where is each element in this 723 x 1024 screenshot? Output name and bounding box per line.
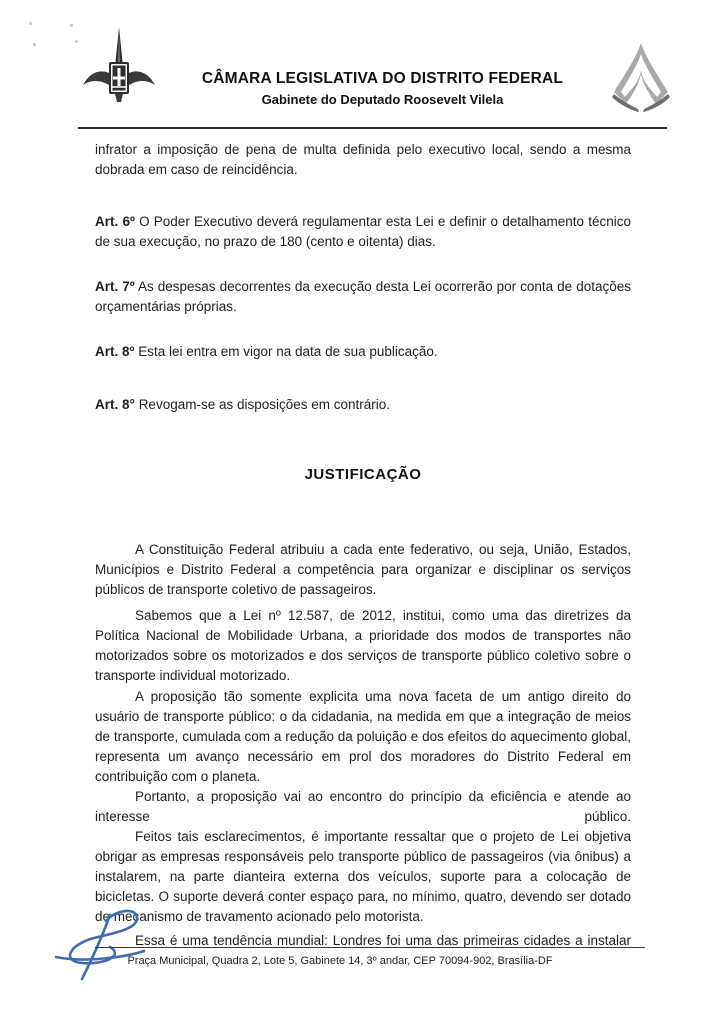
scan-speck — [70, 24, 73, 27]
cldf-crest-icon — [609, 42, 673, 119]
article-8 — [95, 342, 631, 362]
article-8-label: Art. 8º — [95, 344, 135, 359]
header-divider — [78, 127, 667, 129]
scan-speck — [33, 43, 36, 46]
continuation-paragraph: infrator a imposição de pena de multa definida pelo executivo local, sendo a mesma dobrada em caso de reincidência. — [95, 142, 631, 177]
justification-paragraph-4 — [95, 787, 631, 827]
section-heading: JUSTIFICAÇÃO — [304, 466, 422, 483]
page-title: CÂMARA LEGISLATIVA DO DISTRITO FEDERAL — [201, 70, 564, 87]
justification-paragraph-5: Feitos tais esclarecimentos, é importante ressaltar que o projeto de Lei objetiva obrigar as empresas responsáveis pelo transporte público de passageiros (via ônibus) a instalarem, na parte dianteira externa dos veículos, suporte para a colocação de bicicletas. O suporte deverá conter espaço para, no mínimo, quatro, devendo ser dotado de mecanismo de travamento acionado pelo motorista. — [95, 829, 631, 924]
article-6 — [95, 212, 631, 252]
brasilia-coat-of-arms-icon — [82, 26, 156, 121]
portanto-left-word: interesse — [95, 809, 150, 824]
article-8-revogacao-label: Art. 8° — [95, 397, 135, 412]
article-7-text: As despesas decorrentes da execução desta Lei ocorrerão por conta de dotações orçamentárias próprias. — [95, 279, 631, 314]
scan-speck — [75, 40, 78, 43]
article-7 — [95, 277, 631, 317]
article-8-text: Esta lei entra em vigor na data de sua publicação. — [138, 344, 438, 359]
portanto-split-line — [95, 807, 631, 827]
scan-speck — [29, 22, 32, 25]
letterhead — [0, 0, 723, 121]
justification-paragraph-3: A proposição tão somente explicita uma nova faceta de um antigo direito do usuário de transporte público: o da cidadania, na medida em que a integração de meios de transporte, cumulada com a redução da poluição e dos efeitos do aquecimento global, representa um avanço necessário em prol dos moradores do Distrito Federal em contribuição com o planeta. — [95, 689, 631, 784]
footer-divider — [95, 947, 645, 948]
article-8-revogacao — [95, 395, 631, 415]
document-body — [0, 140, 723, 951]
page-subtitle: Gabinete do Deputado Roosevelt Vilela — [261, 92, 504, 107]
footer-address: Praça Municipal, Quadra 2, Lote 5, Gabinete 14, 3º andar, CEP 70094-902, Brasília-DF — [127, 955, 553, 967]
article-6-text: O Poder Executivo deverá regulamentar esta Lei e definir o detalhamento técnico de sua execução, no prazo de 180 (cento e oitenta) dias. — [95, 214, 631, 249]
justification-paragraph-1: A Constituição Federal atribuiu a cada ente federativo, ou seja, União, Estados, Municípios e Distrito Federal a competência para organizar e disciplinar os serviços públicos de transporte coletivo de passageiros. — [95, 542, 631, 597]
justification-paragraph-2: Sabemos que a Lei nº 12.587, de 2012, institui, como uma das diretrizes da Política Nacional de Mobilidade Urbana, a prioridade dos modos de transportes não motorizados sobre os motorizados e dos serviços de transporte público coletivo sobre o transporte individual motorizado. — [95, 608, 631, 683]
article-6-label: Art. 6º — [95, 214, 135, 229]
article-7-label: Art. 7º — [95, 279, 135, 294]
last-line: Essa é uma tendência mundial: Londres foi uma das primeiras cidades a instalar — [135, 933, 631, 948]
article-8-revogacao-text: Revogam-se as disposições em contrário. — [138, 397, 391, 412]
portanto-right-word: público. — [584, 809, 631, 824]
portanto-line: Portanto, a proposição vai ao encontro do princípio da eficiência e atende ao — [135, 789, 631, 804]
